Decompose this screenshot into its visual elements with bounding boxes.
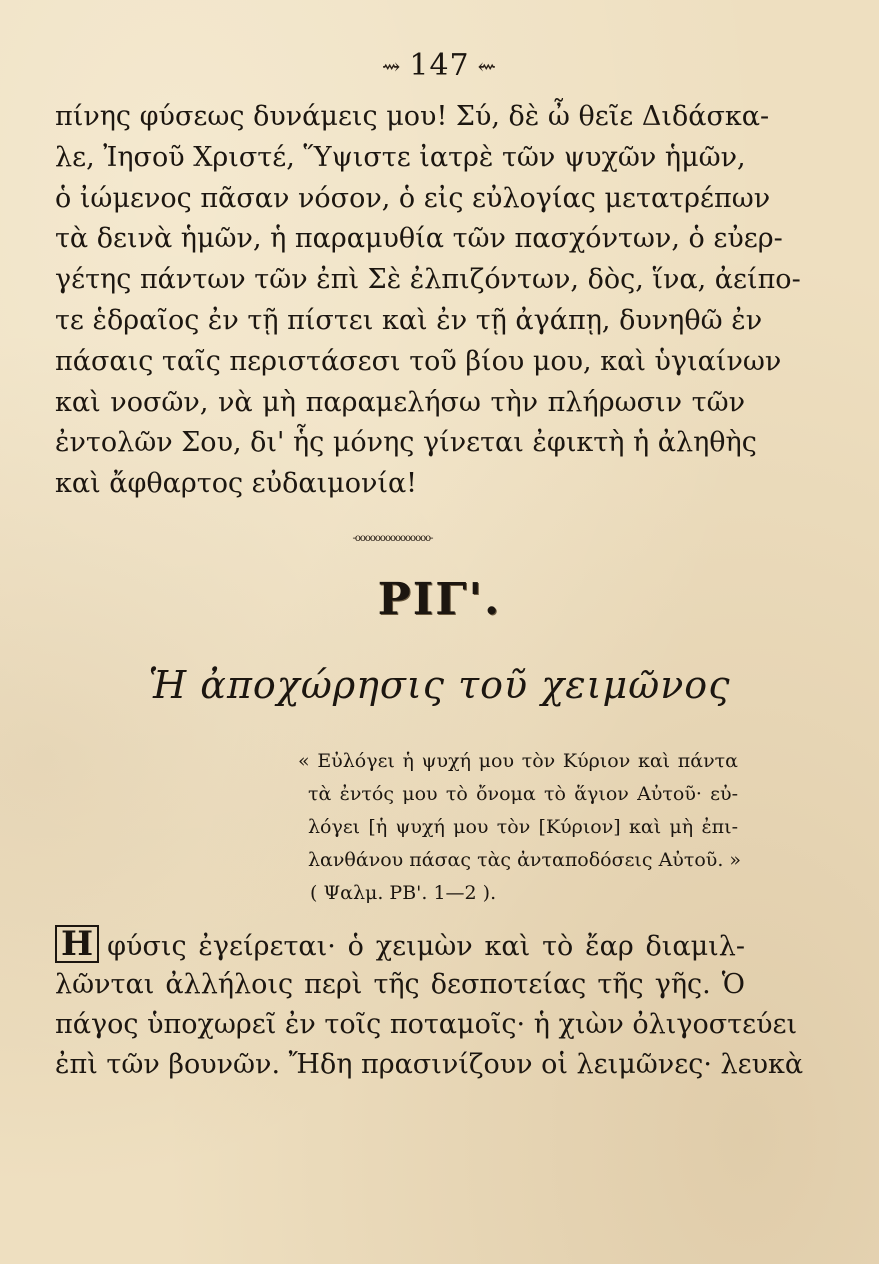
- continued-paragraph: [55, 97, 801, 505]
- first-line-text: φύσις ἐγείρεται· ὁ χειμὼν καὶ τὸ ἔαρ διαμιλ-: [107, 931, 745, 962]
- text-line: τὰ δεινὰ ἡμῶν, ἡ παραμυθία τῶν πασχόντων, ὁ εὐερ-: [55, 223, 783, 255]
- drop-cap: Η: [55, 925, 99, 963]
- epigraph-line: τὰ ἐντός μου τὸ ὄνομα τὸ ἅγιον Αὐτοῦ· εὐ-: [308, 783, 738, 805]
- text-line: γέτης πάντων τῶν ἐπὶ Σὲ ἐλπιζόντων, δὸς, ἵνα, ἀείπο-: [55, 264, 801, 296]
- text-line: ὁ ἰώμενος πᾶσαν νόσον, ὁ εἰς εὐλογίας μετατρέπων: [55, 182, 771, 214]
- text-line: πάσαις ταῖς περιστάσεσι τοῦ βίου μου, καὶ ὑγιαίνων: [55, 345, 782, 377]
- section-divider-icon: -ooooooooooooooo-: [352, 533, 433, 544]
- text-line: ἐπὶ τῶν βουνῶν. Ἤδη πρασινίζουν οἱ λειμῶνες· λευκὰ: [55, 1049, 804, 1080]
- text-line: καὶ νοσῶν, νὰ μὴ παραμελήσω τὴν πλήρωσιν τῶν: [55, 386, 745, 418]
- page-number: 147: [409, 48, 470, 83]
- epigraph: [298, 745, 742, 910]
- text-line: λῶνται ἀλλήλοις περὶ τῆς δεσποτείας τῆς γῆς. Ὁ: [55, 969, 745, 1000]
- epigraph-line: λόγει [ἡ ψυχή μου τὸν [Κύριον] καὶ μὴ ἐπι-: [308, 816, 738, 838]
- text-line: πίνης φύσεως δυνάμεις μου! Σύ, δὲ ὦ θεῖε Διδάσκα-: [55, 101, 770, 132]
- text-line: λε, Ἰησοῦ Χριστέ, Ὕψιστε ἰατρὲ τῶν ψυχῶν ἡμῶν,: [55, 141, 746, 173]
- text-line: τε ἑδραῖος ἐν τῇ πίστει καὶ ἐν τῇ ἀγάπῃ, δυνηθῶ ἐν: [55, 304, 763, 336]
- page-header: [0, 48, 879, 83]
- text-line: [55, 925, 745, 965]
- epigraph-line: λανθάνου πάσας τὰς ἀνταποδόσεις Αὐτοῦ. »: [308, 849, 742, 871]
- text-line: καὶ ἄφθαρτος εὐδαιμονία!: [55, 468, 418, 500]
- text-line: πάγος ὑποχωρεῖ ἐν τοῖς ποταμοῖς· ἡ χιὼν ὀλιγοστεύει: [55, 1009, 798, 1040]
- right-ornament-icon: ⇜: [477, 54, 498, 80]
- chapter-title: Ἡ ἀποχώρησις τοῦ χειμῶνος: [148, 663, 731, 707]
- chapter-number: ΡΙΓ'.: [377, 574, 502, 625]
- epigraph-line: « Εὐλόγει ἡ ψυχή μου τὸν Κύριον καὶ πάντα: [298, 750, 738, 772]
- epigraph-citation: ( Ψαλμ. ΡΒ'. 1—2 ).: [310, 882, 497, 904]
- left-ornament-icon: ⇝: [381, 54, 402, 80]
- text-line: ἐντολῶν Σου, δι' ἧς μόνης γίνεται ἐφικτὴ ἡ ἀληθὴς: [55, 427, 757, 459]
- new-paragraph: [55, 924, 804, 1085]
